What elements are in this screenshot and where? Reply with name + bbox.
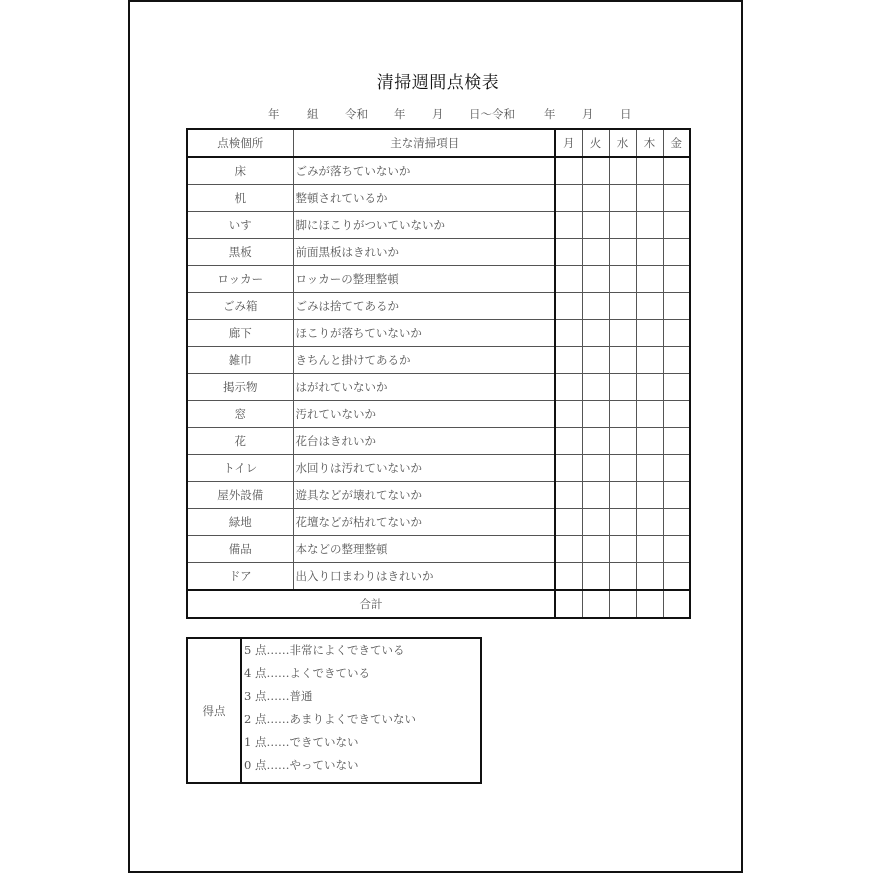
table-row <box>187 455 690 482</box>
check-cell-mon[interactable] <box>555 157 582 185</box>
day-end-label: 日 <box>620 107 632 121</box>
check-cell-fri[interactable] <box>663 157 690 185</box>
table-header-row <box>187 129 690 157</box>
score-lines <box>241 638 481 783</box>
check-cell-thu[interactable] <box>636 563 663 591</box>
header-wed: 水 <box>609 129 636 157</box>
check-cell-mon[interactable] <box>555 536 582 563</box>
check-cell-tue[interactable] <box>582 347 609 374</box>
check-cell-fri[interactable] <box>663 266 690 293</box>
score-line-3: 3 点……普通 <box>244 689 313 703</box>
place-cell: 備品 <box>187 536 293 563</box>
item-cell: 整頓されているか <box>293 185 555 212</box>
check-cell-fri[interactable] <box>663 185 690 212</box>
item-cell: 前面黒板はきれいか <box>293 239 555 266</box>
table-row <box>187 212 690 239</box>
era-start-label: 令和 <box>345 107 368 121</box>
check-cell-tue[interactable] <box>582 320 609 347</box>
inspection-table <box>186 128 691 619</box>
check-cell-thu[interactable] <box>636 536 663 563</box>
check-cell-fri[interactable] <box>663 509 690 536</box>
header-fri: 金 <box>663 129 690 157</box>
table-row <box>187 428 690 455</box>
item-cell: 花台はきれいか <box>293 428 555 455</box>
place-cell: 屋外設備 <box>187 482 293 509</box>
table-row <box>187 374 690 401</box>
check-cell-fri[interactable] <box>663 320 690 347</box>
check-cell-fri[interactable] <box>663 401 690 428</box>
check-cell-tue[interactable] <box>582 239 609 266</box>
item-cell: 遊具などが壊れてないか <box>293 482 555 509</box>
check-cell-fri[interactable] <box>663 455 690 482</box>
place-cell: 掲示物 <box>187 374 293 401</box>
table-row <box>187 293 690 320</box>
check-cell-mon[interactable] <box>555 509 582 536</box>
total-cell-mon[interactable] <box>555 590 582 618</box>
day-start-label: 日～令和 <box>469 107 515 121</box>
check-cell-mon[interactable] <box>555 239 582 266</box>
class-label: 組 <box>307 107 319 121</box>
table-row <box>187 320 690 347</box>
check-cell-tue[interactable] <box>582 266 609 293</box>
place-cell: 机 <box>187 185 293 212</box>
item-cell: ほこりが落ちていないか <box>293 320 555 347</box>
place-cell: 雑巾 <box>187 347 293 374</box>
place-cell: いす <box>187 212 293 239</box>
score-line-2: 2 点……あまりよくできていない <box>244 712 416 726</box>
check-cell-wed[interactable] <box>609 374 636 401</box>
check-cell-tue[interactable] <box>582 212 609 239</box>
check-cell-tue[interactable] <box>582 428 609 455</box>
score-line-4: 4 点……よくできている <box>244 666 370 680</box>
check-cell-mon[interactable] <box>555 563 582 591</box>
table-row <box>187 509 690 536</box>
check-cell-mon[interactable] <box>555 482 582 509</box>
place-cell: 床 <box>187 157 293 185</box>
check-cell-thu[interactable] <box>636 374 663 401</box>
place-cell: 花 <box>187 428 293 455</box>
item-cell: 脚にほこりがついていないか <box>293 212 555 239</box>
check-cell-thu[interactable] <box>636 266 663 293</box>
item-cell: 花壇などが枯れてないか <box>293 509 555 536</box>
header-item: 主な清掃項目 <box>293 129 555 157</box>
total-label: 合計 <box>187 590 555 618</box>
place-cell: ロッカー <box>187 266 293 293</box>
check-cell-mon[interactable] <box>555 212 582 239</box>
check-cell-tue[interactable] <box>582 509 609 536</box>
item-cell: 水回りは汚れていないか <box>293 455 555 482</box>
table-row <box>187 185 690 212</box>
table-row <box>187 401 690 428</box>
place-cell: ドア <box>187 563 293 591</box>
check-cell-wed[interactable] <box>609 185 636 212</box>
header-mon: 月 <box>555 129 582 157</box>
check-cell-fri[interactable] <box>663 212 690 239</box>
check-cell-thu[interactable] <box>636 239 663 266</box>
month-start-label: 月 <box>432 107 444 121</box>
total-cell-wed[interactable] <box>609 590 636 618</box>
table-row <box>187 266 690 293</box>
check-cell-thu[interactable] <box>636 428 663 455</box>
table-row <box>187 536 690 563</box>
check-cell-tue[interactable] <box>582 455 609 482</box>
check-cell-thu[interactable] <box>636 212 663 239</box>
year-end-label: 年 <box>544 107 556 121</box>
check-cell-wed[interactable] <box>609 509 636 536</box>
check-cell-thu[interactable] <box>636 347 663 374</box>
check-cell-mon[interactable] <box>555 455 582 482</box>
check-cell-fri[interactable] <box>663 347 690 374</box>
check-cell-mon[interactable] <box>555 428 582 455</box>
total-row <box>187 590 690 618</box>
check-cell-wed[interactable] <box>609 428 636 455</box>
check-cell-thu[interactable] <box>636 157 663 185</box>
place-cell: 緑地 <box>187 509 293 536</box>
check-cell-thu[interactable] <box>636 455 663 482</box>
check-cell-fri[interactable] <box>663 428 690 455</box>
place-cell: 窓 <box>187 401 293 428</box>
check-cell-tue[interactable] <box>582 482 609 509</box>
header-place: 点検個所 <box>187 129 293 157</box>
header-thu: 木 <box>636 129 663 157</box>
check-cell-thu[interactable] <box>636 185 663 212</box>
check-cell-tue[interactable] <box>582 157 609 185</box>
check-cell-fri[interactable] <box>663 563 690 591</box>
score-line-1: 1 点……できていない <box>244 735 359 749</box>
check-cell-fri[interactable] <box>663 374 690 401</box>
place-cell: 黒板 <box>187 239 293 266</box>
check-cell-wed[interactable] <box>609 455 636 482</box>
check-cell-tue[interactable] <box>582 293 609 320</box>
check-cell-fri[interactable] <box>663 536 690 563</box>
table-row <box>187 482 690 509</box>
year-label: 年 <box>268 107 280 121</box>
item-cell: はがれていないか <box>293 374 555 401</box>
total-cell-thu[interactable] <box>636 590 663 618</box>
check-cell-mon[interactable] <box>555 293 582 320</box>
check-cell-wed[interactable] <box>609 347 636 374</box>
check-cell-wed[interactable] <box>609 293 636 320</box>
check-cell-wed[interactable] <box>609 536 636 563</box>
item-cell: 出入り口まわりはきれいか <box>293 563 555 591</box>
check-cell-wed[interactable] <box>609 401 636 428</box>
check-cell-fri[interactable] <box>663 239 690 266</box>
check-cell-wed[interactable] <box>609 212 636 239</box>
item-cell: ロッカーの整理整頓 <box>293 266 555 293</box>
table-row <box>187 239 690 266</box>
check-cell-wed[interactable] <box>609 320 636 347</box>
check-cell-fri[interactable] <box>663 293 690 320</box>
score-label: 得点 <box>187 638 241 783</box>
check-cell-tue[interactable] <box>582 185 609 212</box>
score-line-5: 5 点……非常によくできている <box>244 643 405 657</box>
table-row <box>187 347 690 374</box>
item-cell: きちんと掛けてあるか <box>293 347 555 374</box>
total-cell-fri[interactable] <box>663 590 690 618</box>
check-cell-mon[interactable] <box>555 185 582 212</box>
check-cell-wed[interactable] <box>609 239 636 266</box>
score-legend <box>186 637 482 784</box>
item-cell: 本などの整理整頓 <box>293 536 555 563</box>
check-cell-tue[interactable] <box>582 374 609 401</box>
check-cell-thu[interactable] <box>636 401 663 428</box>
month-end-label: 月 <box>582 107 594 121</box>
check-cell-tue[interactable] <box>582 536 609 563</box>
check-cell-wed[interactable] <box>609 563 636 591</box>
check-cell-fri[interactable] <box>663 482 690 509</box>
header-tue: 火 <box>582 129 609 157</box>
page-title: 清掃週間点検表 <box>376 73 500 93</box>
item-cell: ごみは捨ててあるか <box>293 293 555 320</box>
check-cell-thu[interactable] <box>636 482 663 509</box>
check-cell-mon[interactable] <box>555 266 582 293</box>
check-cell-mon[interactable] <box>555 374 582 401</box>
year-start-label: 年 <box>394 107 406 121</box>
check-cell-mon[interactable] <box>555 347 582 374</box>
score-line-0: 0 点……やっていない <box>244 758 359 772</box>
item-cell: ごみが落ちていないか <box>293 157 555 185</box>
check-cell-mon[interactable] <box>555 401 582 428</box>
place-cell: ごみ箱 <box>187 293 293 320</box>
check-cell-tue[interactable] <box>582 401 609 428</box>
date-line <box>0 106 876 122</box>
item-cell: 汚れていないか <box>293 401 555 428</box>
table-row <box>187 157 690 185</box>
check-cell-thu[interactable] <box>636 320 663 347</box>
place-cell: 廊下 <box>187 320 293 347</box>
check-cell-tue[interactable] <box>582 563 609 591</box>
check-cell-wed[interactable] <box>609 482 636 509</box>
check-cell-thu[interactable] <box>636 509 663 536</box>
total-cell-tue[interactable] <box>582 590 609 618</box>
place-cell: トイレ <box>187 455 293 482</box>
check-cell-wed[interactable] <box>609 266 636 293</box>
check-cell-thu[interactable] <box>636 293 663 320</box>
table-row <box>187 563 690 591</box>
check-cell-wed[interactable] <box>609 157 636 185</box>
check-cell-mon[interactable] <box>555 320 582 347</box>
